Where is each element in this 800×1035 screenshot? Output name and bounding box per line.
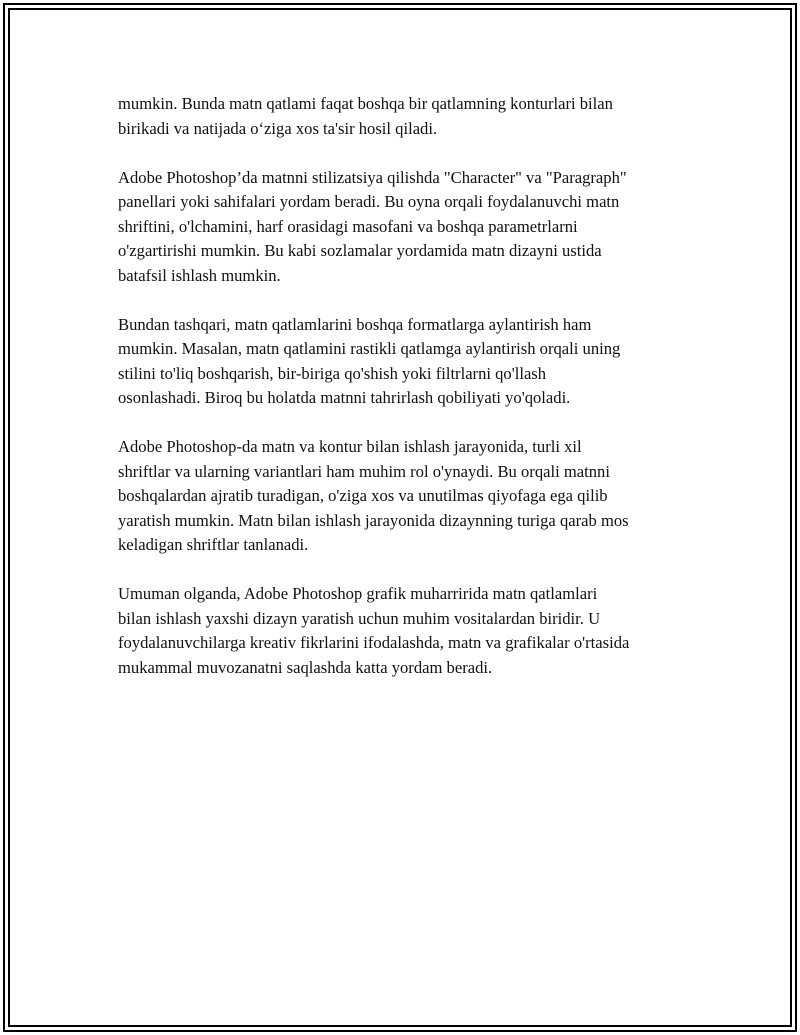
text-line: birikadi va natijada o‘ziga xos ta'sir hosil qiladi. (118, 118, 438, 138)
text-line: yaratish mumkin. Matn bilan ishlash jarayonida dizaynning turiga qarab mos (118, 510, 629, 530)
text-line: Umuman olganda, Adobe Photoshop grafik muharririda matn qatlamlari (118, 584, 598, 603)
paragraph-3 (118, 313, 698, 411)
text-line: Adobe Photoshop’da matnni stilizatsiya qilishda "Character" va "Paragraph" (118, 167, 627, 187)
text-line: mumkin. Bunda matn qatlami faqat boshqa bir qatlamning konturlari bilan (118, 94, 613, 113)
paragraph-4 (118, 435, 698, 558)
text-line: shriftini, o'lchamini, harf orasidagi masofani va boshqa parametrlarni (118, 216, 578, 236)
text-line: bilan ishlash yaxshi dizayn yaratish uchun muhim vositalardan biridir. U (118, 608, 601, 628)
text-line: boshqalardan ajratib turadigan, o'ziga xos va unutilmas qiyofaga ega qilib (118, 486, 608, 505)
text-line: osonlashadi. Biroq bu holatda matnni tahrirlash qobiliyati yo'qoladi. (118, 388, 571, 407)
paragraph-1 (118, 92, 698, 141)
text-line: panellari yoki sahifalari yordam beradi. Bu oyna orqali foydalanuvchi matn (118, 192, 620, 211)
text-line: Bundan tashqari, matn qatlamlarini boshqa formatlarga aylantirish ham (118, 314, 592, 334)
text-line: Adobe Photoshop-da matn va kontur bilan ishlash jarayonida, turli xil (118, 437, 582, 456)
text-line: shriftlar va ularning variantlari ham muhim rol o'ynaydi. Bu orqali matnni (118, 461, 610, 481)
document-body (118, 92, 698, 705)
text-line: mumkin. Masalan, matn qatlamini rastikli qatlamga aylantirish orqali uning (118, 339, 621, 358)
paragraph-2 (118, 166, 698, 289)
text-line: stilini to'liq boshqarish, bir-biriga qo'shish yoki filtrlarni qo'llash (118, 363, 547, 383)
text-line: foydalanuvchilarga kreativ fikrlarini ifodalashda, matn va grafikalar o'rtasida (118, 633, 630, 652)
paragraph-5 (118, 582, 698, 680)
text-line: o'zgartirishi mumkin. Bu kabi sozlamalar yordamida matn dizayni ustida (118, 241, 602, 260)
text-line: batafsil ishlash mumkin. (118, 265, 281, 285)
text-line: keladigan shriftlar tanlanadi. (118, 535, 309, 554)
text-line: mukammal muvozanatni saqlashda katta yordam beradi. (118, 657, 493, 677)
